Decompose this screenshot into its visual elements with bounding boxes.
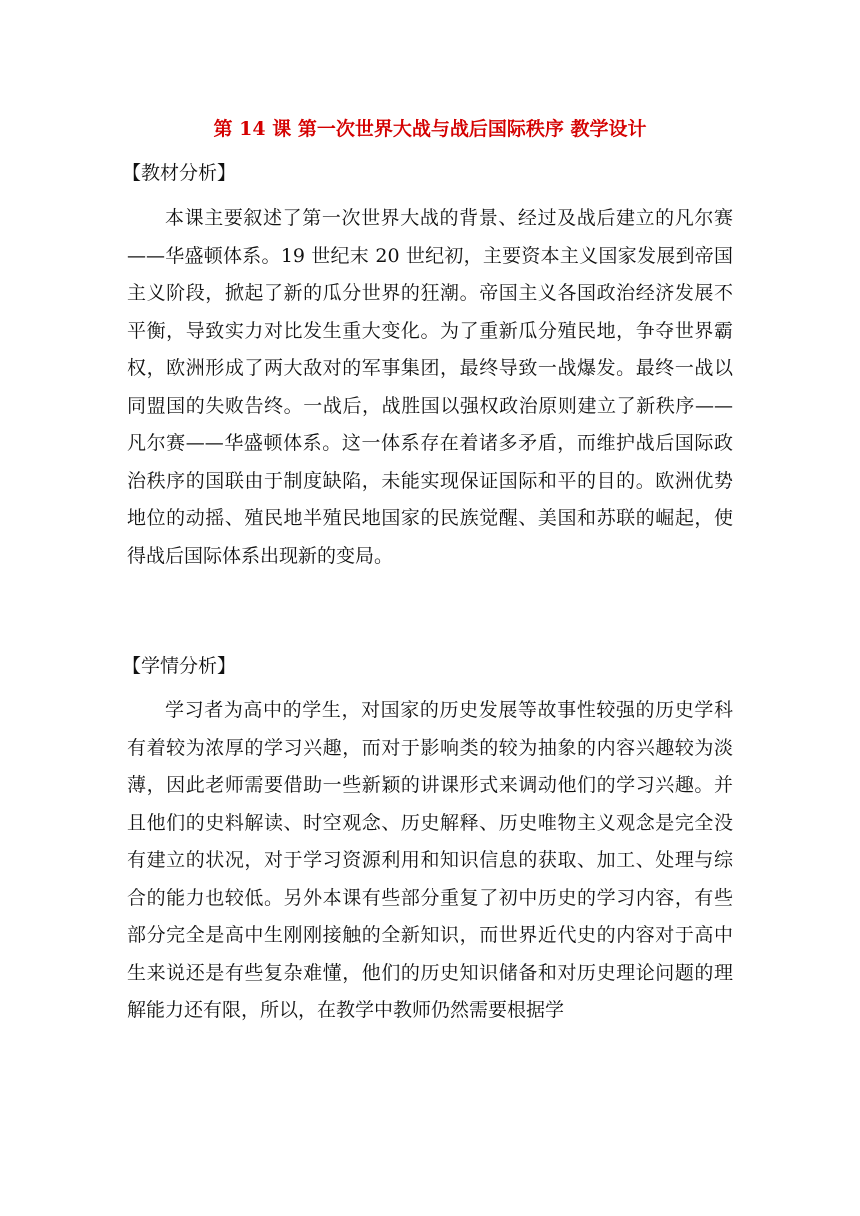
section-paragraph-learner-analysis: 学习者为高中的学生，对国家的历史发展等故事性较强的历史学科有着较为浓厚的学习兴趣，而对于影响类的较为抽象的内容兴趣较为淡薄，因此老师需要借助一些新颖的讲课形式来调动他们的学习兴趣。并且他们的史料解读、时空观念、历史解释、历史唯物主义观念是完全没有建立的状况，对于学习资源利用和知识信息的获取、加工、处理与综合的能力也较低。另外本课有些部分重复了初中历史的学习内容，有些部分完全是高中生刚刚接触的全新知识，而世界近代史的内容对于高中生来说还是有些复杂难懂，他们的历史知识储备和对历史理论问题的理解能力还有限，所以，在教学中教师仍然需要根据学 xyxy=(127,699,733,1021)
document-title: 第 14 课 第一次世界大战与战后国际秩序 教学设计 xyxy=(213,118,647,140)
section-heading-textbook-analysis: 【教材分析】 xyxy=(122,162,237,184)
section-paragraph-textbook-analysis: 本课主要叙述了第一次世界大战的背景、经过及战后建立的凡尔赛——华盛顿体系。19 世纪末 20 世纪初，主要资本主义国家发展到帝国主义阶段，掀起了新的瓜分世界的狂潮。帝国主义各国政治经济发展不平衡，导致实力对比发生重大变化。为了重新瓜分殖民地，争夺世界霸权，欧洲形成了两大敌对的军事集团，最终导致一战爆发。最终一战以同盟国的失败告终。一战后，战胜国以强权政治原则建立了新秩序——凡尔赛——华盛顿体系。这一体系存在着诸多矛盾，而维护战后国际政治秩序的国联由于制度缺陷，未能实现保证国际和平的目的。欧洲优势地位的动摇、殖民地半殖民地国家的民族觉醒、美国和苏联的崛起，使得战后国际体系出现新的变局。 xyxy=(127,207,733,567)
section-heading-learner-analysis: 【学情分析】 xyxy=(122,655,237,677)
